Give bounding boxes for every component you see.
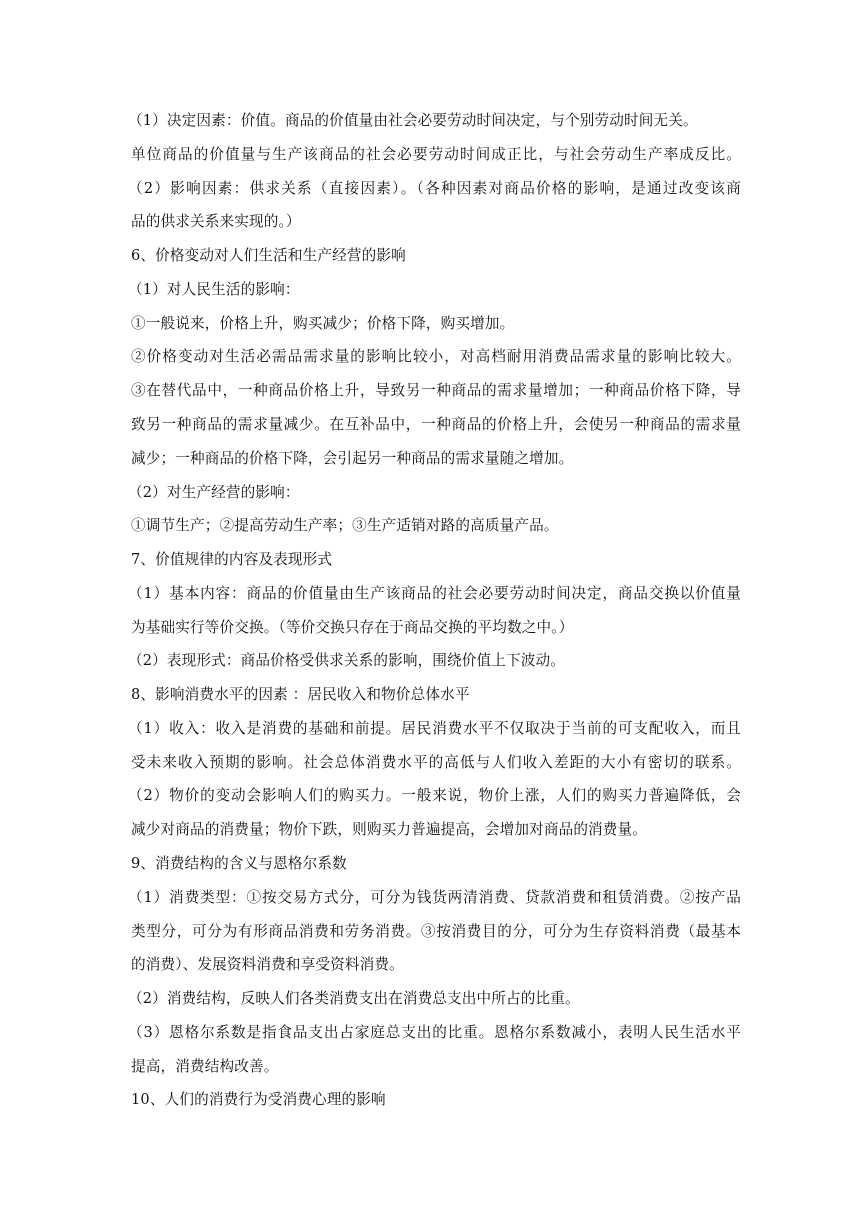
text-line: （2）表现形式：商品价格受供求关系的影响，围绕价值上下波动。	[128, 652, 566, 669]
text-line: 致另一种商品的需求量减少。在互补品中，一种商品的价格上升，会使另一种商品的需求量	[131, 416, 741, 433]
text-line: （1）消费类型：①按交易方式分，可分为钱货两清消费、贷款消费和租赁消费。②按产品	[128, 889, 741, 906]
text-line: 减少对商品的消费量；物价下跌，则购买力普遍提高，会增加对商品的消费量。	[131, 821, 648, 838]
section-heading: 10、人们的消费行为受消费心理的影响	[131, 1091, 386, 1108]
text-line: （2）影响因素：供求关系（直接因素）。（各种因素对商品价格的影响，是通过改变该商	[128, 180, 741, 197]
text-line: （2）消费结构，反映人们各类消费支出在消费总支出中所占的比重。	[128, 990, 580, 1007]
text-line: （1）决定因素：价值。商品的价值量由社会必要劳动时间决定，与个别劳动时间无关。	[128, 112, 698, 129]
text-line: 减少；一种商品的价格下降，会引起另一种商品的需求量随之增加。	[131, 450, 574, 467]
text-line: （2）物价的变动会影响人们的购买力。一般来说，物价上涨，人们的购买力普遍降低，会	[128, 787, 741, 804]
section-heading: 9、消费结构的含义与恩格尔系数	[131, 855, 347, 872]
section-heading: 6、价格变动对人们生活和生产经营的影响	[131, 247, 406, 264]
text-line: 的消费）、发展资料消费和享受资料消费。	[131, 956, 404, 973]
text-line: （1）基本内容：商品的价值量由生产该商品的社会必要劳动时间决定，商品交换以价值量	[128, 585, 741, 602]
text-line: （2）对生产经营的影响：	[128, 484, 300, 501]
text-line: 单位商品的价值量与生产该商品的社会必要劳动时间成正比，与社会劳动生产率成反比。	[131, 146, 741, 163]
text-line: （1）对人民生活的影响：	[128, 281, 300, 298]
text-line: 类型分，可分为有形商品消费和劳务消费。③按消费目的分，可分为生存资料消费（最基本	[131, 923, 741, 940]
text-line: ②价格变动对生活必需品需求量的影响比较小，对高档耐用消费品需求量的影响比较大。	[131, 348, 741, 365]
text-line: （3）恩格尔系数是指食品支出占家庭总支出的比重。恩格尔系数减小，表明人民生活水平	[128, 1024, 741, 1041]
text-line: ③在替代品中，一种商品价格上升，导致另一种商品的需求量增加；一种商品价格下降，导	[131, 382, 741, 399]
text-line: 受未来收入预期的影响。社会总体消费水平的高低与人们收入差距的大小有密切的联系。	[131, 754, 741, 771]
text-line: ①一般说来，价格上升，购买减少；价格下降，购买增加。	[131, 315, 515, 332]
text-line: ①调节生产；②提高劳动生产率；③生产适销对路的高质量产品。	[131, 517, 559, 534]
text-line: 为基础实行等价交换。（等价交换只存在于商品交换的平均数之中。）	[131, 619, 574, 636]
text-line: 提高，消费结构改善。	[131, 1058, 279, 1075]
section-heading: 7、价值规律的内容及表现形式	[131, 551, 333, 568]
section-heading: 8、影响消费水平的因素 ：居民收入和物价总体水平	[131, 686, 470, 703]
text-line: （1）收入：收入是消费的基础和前提。居民消费水平不仅取决于当前的可支配收入，而且	[128, 720, 741, 737]
text-line: 品的供求关系来实现的。）	[131, 213, 301, 230]
